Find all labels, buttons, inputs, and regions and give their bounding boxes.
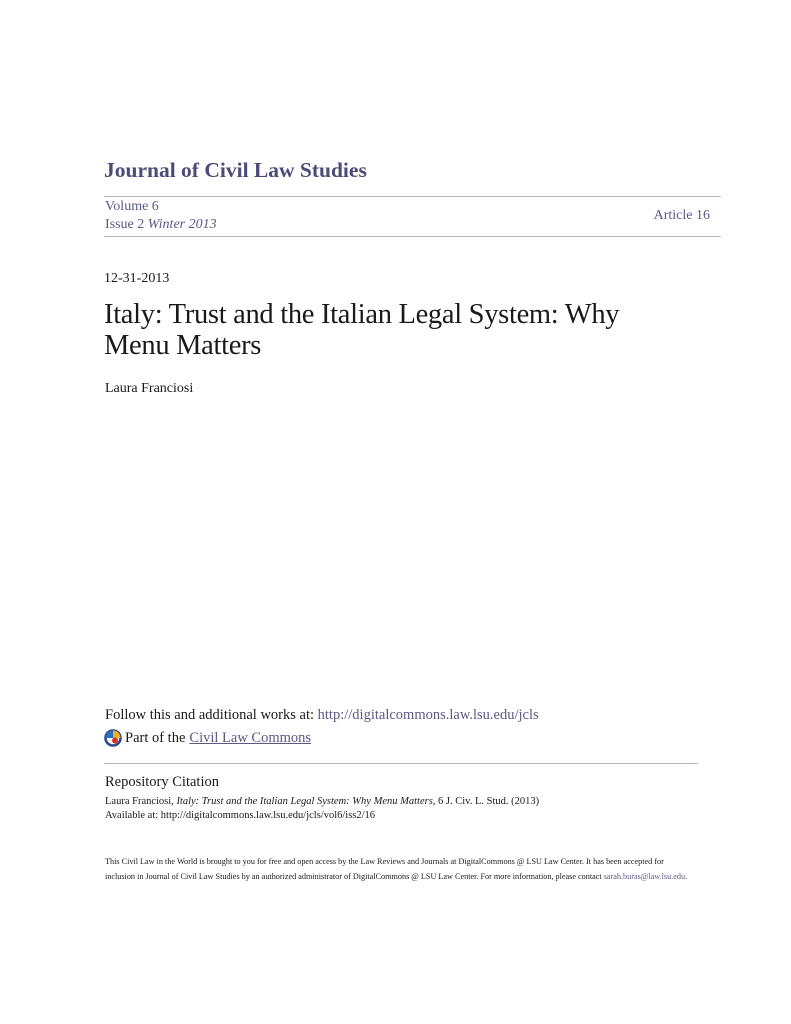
- notice-end: .: [685, 871, 688, 881]
- article-number[interactable]: Article 16: [653, 208, 710, 223]
- follow-prefix: Follow this and additional works at:: [105, 707, 315, 723]
- citation-author: Laura Franciosi,: [105, 796, 174, 807]
- issue-link[interactable]: [105, 217, 217, 233]
- follow-line: [105, 707, 539, 724]
- notice-text: This Civil Law in the World is brought to you for free and open access by the Law Reviews and Journals at DigitalCommons @ LSU Law Center. It has been accepted for inclusion in Journal of Civil Law Studies by an authorized administrator of DigitalCommons @ LSU Law Center. For more information, please contact: [105, 857, 664, 881]
- part-of-prefix: Part of the: [125, 729, 186, 746]
- contact-email-link[interactable]: sarah.buras@law.lsu.edu: [603, 871, 686, 881]
- journal-title[interactable]: Journal of Civil Law Studies: [104, 158, 367, 182]
- civil-law-commons-link[interactable]: Civil Law Commons: [189, 729, 312, 746]
- header-divider-bottom: [104, 236, 721, 237]
- article-title: Italy: Trust and the Italian Legal System: Why Menu Matters: [104, 299, 620, 361]
- journal-url-link[interactable]: http://digitalcommons.law.lsu.edu/jcls: [317, 707, 539, 723]
- publication-date: 12-31-2013: [104, 271, 170, 286]
- citation-line: [105, 795, 539, 809]
- citation-available-at[interactable]: Available at: http://digitalcommons.law.lsu.edu/jcls/vol6/iss2/16: [105, 810, 376, 821]
- digital-commons-network-icon: [104, 729, 122, 747]
- citation-divider: [104, 763, 698, 764]
- part-of-line: [104, 729, 311, 747]
- volume-link[interactable]: Volume 6: [105, 199, 159, 214]
- repository-citation: [105, 795, 539, 823]
- repository-citation-heading: Repository Citation: [105, 774, 219, 790]
- citation-title: Italy: Trust and the Italian Legal System: Why Menu Matters,: [176, 796, 436, 807]
- access-notice: [105, 855, 695, 884]
- issue-number: Issue 2: [105, 217, 145, 232]
- author-name: Laura Franciosi: [105, 381, 194, 396]
- citation-source: 6 J. Civ. L. Stud. (2013): [438, 796, 540, 807]
- header-divider-top: [104, 196, 721, 197]
- issue-season: Winter 2013: [147, 217, 217, 232]
